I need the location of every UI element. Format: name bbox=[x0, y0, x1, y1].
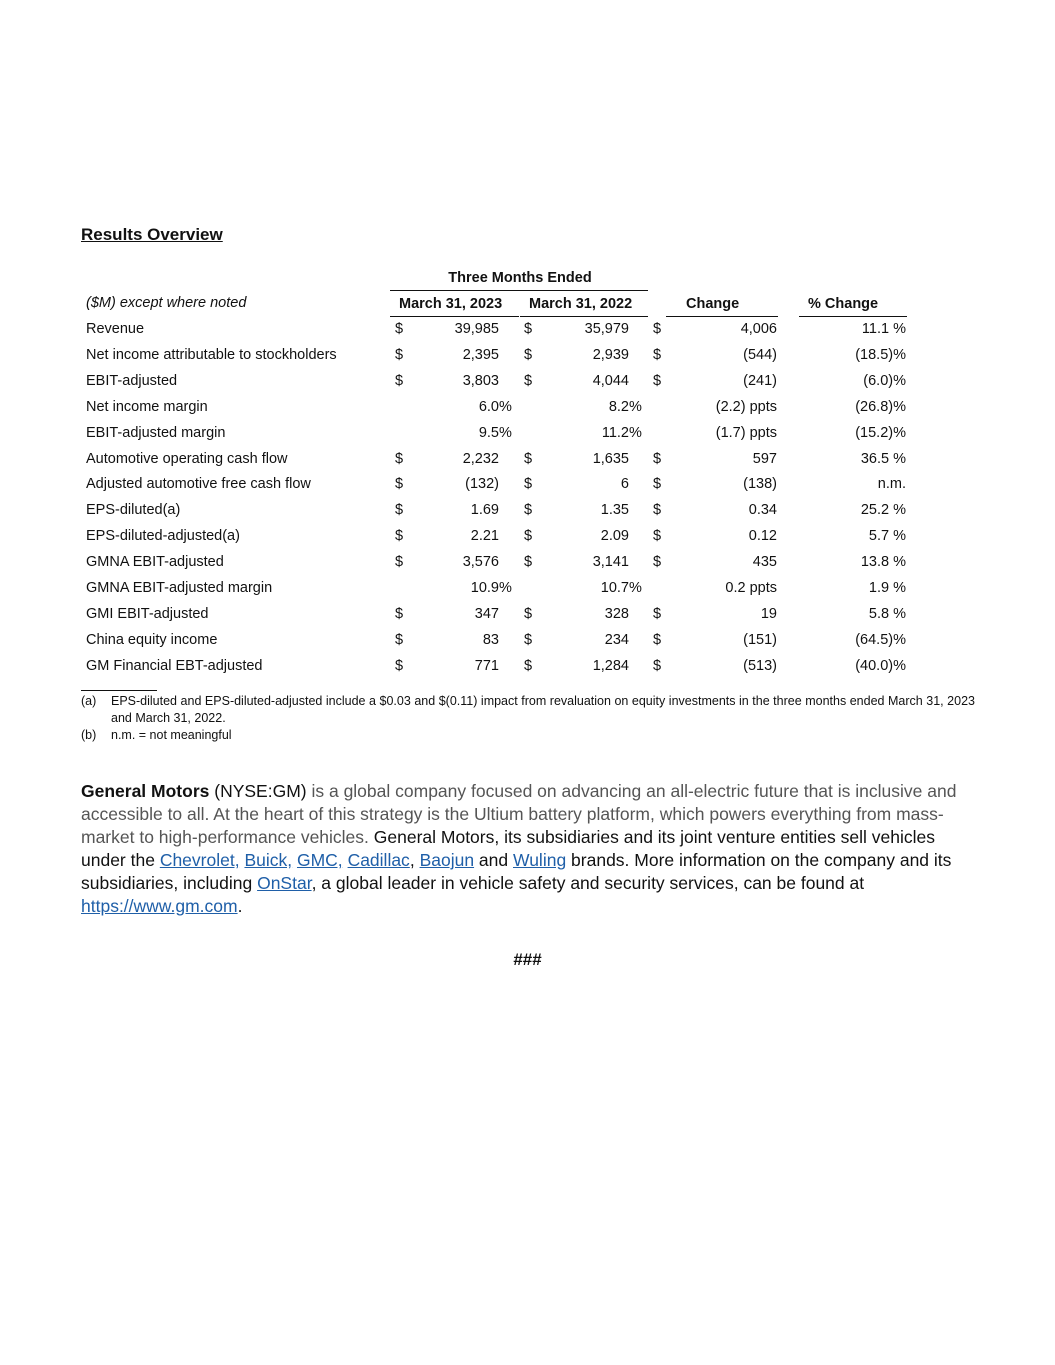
prior-dollar-sign: $ bbox=[524, 346, 533, 363]
more-info-text: brands. More information on the company and its subsidiaries, including bbox=[81, 850, 952, 893]
change-value: (513) bbox=[743, 657, 777, 674]
cur-value: 771 bbox=[474, 657, 499, 674]
group-header-underline bbox=[390, 290, 648, 291]
table-row bbox=[81, 502, 911, 528]
pct-change-value: 5.8 % bbox=[868, 605, 906, 622]
pct-change-value: n.m. bbox=[877, 476, 906, 493]
row-label: GMNA EBIT-adjusted bbox=[86, 554, 224, 571]
cur-pct-sign: % bbox=[499, 398, 512, 415]
brands-intro: General Motors, its subsidiaries and its joint venture entities sell vehicles under the bbox=[81, 827, 935, 870]
table-row bbox=[81, 451, 911, 477]
footnote-marker: (a) bbox=[81, 694, 97, 708]
table-row bbox=[81, 321, 911, 347]
table-row bbox=[81, 425, 911, 451]
change-dollar-sign: $ bbox=[653, 631, 662, 648]
col-header-current: March 31, 2023 bbox=[399, 296, 503, 312]
units-label: ($M) except where noted bbox=[86, 295, 247, 311]
end-period: . bbox=[237, 896, 243, 916]
prior-value: 2,939 bbox=[592, 346, 629, 363]
cur-dollar-sign: $ bbox=[395, 605, 404, 622]
footnotes bbox=[81, 690, 975, 744]
prior-value: 2.09 bbox=[600, 528, 629, 545]
header-underline-current bbox=[390, 316, 519, 317]
row-label: Net income margin bbox=[86, 398, 208, 415]
prior-pct-sign: % bbox=[629, 424, 642, 441]
row-label: GM Financial EBT-adjusted bbox=[86, 657, 263, 674]
pct-change-value: 5.7 % bbox=[868, 528, 906, 545]
cur-pct-sign: % bbox=[499, 580, 512, 596]
row-label: GMNA EBIT-adjusted margin bbox=[86, 580, 273, 596]
header-underline-prior bbox=[520, 316, 648, 317]
prior-pct-sign: % bbox=[629, 580, 642, 596]
row-label: China equity income bbox=[86, 631, 218, 648]
change-value: (241) bbox=[743, 372, 777, 389]
prior-value: 328 bbox=[604, 605, 629, 622]
prior-dollar-sign: $ bbox=[524, 554, 533, 571]
cur-value: 9.5 bbox=[478, 424, 499, 441]
change-dollar-sign: $ bbox=[653, 321, 662, 337]
pct-change-value: 25.2 % bbox=[860, 502, 906, 519]
col-header-prior: March 31, 2022 bbox=[529, 296, 633, 312]
pct-change-value: 13.8 % bbox=[860, 554, 906, 571]
change-dollar-sign: $ bbox=[653, 476, 662, 493]
cur-value: 2,232 bbox=[462, 450, 499, 467]
group-header: Three Months Ended bbox=[448, 270, 592, 286]
link-baojun[interactable]: Baojun bbox=[419, 850, 475, 870]
prior-value: 1,635 bbox=[592, 450, 629, 467]
prior-value: 3,141 bbox=[592, 554, 629, 571]
change-value: 597 bbox=[752, 450, 777, 467]
onstar-description: , a global leader in vehicle safety and security services, can be found at bbox=[311, 873, 865, 893]
cur-value: 6.0 bbox=[478, 398, 499, 415]
prior-dollar-sign: $ bbox=[524, 476, 533, 493]
prior-value: 1.35 bbox=[600, 502, 629, 519]
row-label: EPS-diluted-adjusted(a) bbox=[86, 528, 240, 545]
row-label: EBIT-adjusted bbox=[86, 372, 178, 389]
and-word: and bbox=[474, 850, 513, 870]
change-value: 435 bbox=[752, 554, 777, 571]
table-row bbox=[81, 658, 911, 684]
change-value: 19 bbox=[760, 605, 777, 622]
footnote-text: n.m. = not meaningful bbox=[111, 728, 232, 742]
pct-change-value: (18.5)% bbox=[855, 346, 906, 363]
prior-dollar-sign: $ bbox=[524, 321, 533, 337]
link-onstar[interactable]: OnStar bbox=[257, 873, 312, 893]
row-label: Revenue bbox=[86, 321, 145, 337]
change-value: 0.34 bbox=[748, 502, 777, 519]
row-label: Automotive operating cash flow bbox=[86, 450, 288, 467]
cur-value: 39,985 bbox=[454, 321, 499, 337]
cur-value: 10.9 bbox=[470, 580, 499, 596]
pct-change-value: 1.9 % bbox=[868, 580, 906, 596]
change-dollar-sign: $ bbox=[653, 372, 662, 389]
table-row bbox=[81, 528, 911, 554]
row-label: Net income attributable to stockholders bbox=[86, 346, 337, 363]
row-label: Adjusted automotive free cash flow bbox=[86, 476, 311, 493]
prior-value: 6 bbox=[620, 476, 629, 493]
mission-text: is a global company focused on advancing an all-electric future that is inclusive and accessible to all. At the heart of this strategy is the Ultium battery platform, which powers everything from mass-market to high-performance vehicles. bbox=[81, 781, 957, 847]
prior-dollar-sign: $ bbox=[524, 372, 533, 389]
change-dollar-sign: $ bbox=[653, 528, 662, 545]
pct-change-value: 36.5 % bbox=[860, 450, 906, 467]
prior-dollar-sign: $ bbox=[524, 631, 533, 648]
link-chevrolet[interactable]: Chevrolet, bbox=[159, 850, 240, 870]
end-mark: ### bbox=[513, 950, 542, 969]
change-dollar-sign: $ bbox=[653, 554, 662, 571]
footnote-a bbox=[81, 693, 975, 727]
footnote-text: EPS-diluted and EPS-diluted-adjusted include a $0.03 and $(0.11) impact from revaluation on equity investments in the three months ended March 31, 2023 and March 31, 2022. bbox=[111, 694, 975, 725]
table-row bbox=[81, 580, 911, 606]
header-underline-pct bbox=[799, 316, 907, 317]
header-underline-change bbox=[666, 316, 778, 317]
cur-value: (132) bbox=[465, 476, 499, 493]
pct-change-value: 11.1 % bbox=[861, 321, 906, 337]
change-dollar-sign: $ bbox=[653, 450, 662, 467]
prior-pct-sign: % bbox=[629, 398, 642, 415]
prior-value: 35,979 bbox=[584, 321, 629, 337]
cur-value: 3,803 bbox=[462, 372, 499, 389]
cur-value: 3,576 bbox=[462, 554, 499, 571]
prior-value: 4,044 bbox=[592, 372, 629, 389]
prior-dollar-sign: $ bbox=[524, 657, 533, 674]
change-dollar-sign: $ bbox=[653, 346, 662, 363]
ticker: (NYSE:GM) bbox=[209, 781, 307, 801]
pct-change-value: (6.0)% bbox=[863, 372, 906, 389]
cur-dollar-sign: $ bbox=[395, 554, 404, 571]
row-label: EPS-diluted(a) bbox=[86, 502, 181, 519]
company-name: General Motors bbox=[81, 781, 210, 801]
cur-pct-sign: % bbox=[499, 424, 512, 441]
table-row bbox=[81, 347, 911, 373]
prior-value: 11.2 bbox=[601, 424, 629, 441]
about-paragraph bbox=[81, 780, 981, 918]
cur-value: 83 bbox=[482, 631, 499, 648]
cur-value: 2,395 bbox=[462, 346, 499, 363]
row-label: GMI EBIT-adjusted bbox=[86, 605, 209, 622]
cur-dollar-sign: $ bbox=[395, 502, 404, 519]
change-dollar-sign: $ bbox=[653, 502, 662, 519]
prior-value: 234 bbox=[604, 631, 629, 648]
footnote-marker: (b) bbox=[81, 728, 97, 742]
section-title: Results Overview bbox=[81, 225, 223, 244]
change-value: 0.12 bbox=[748, 528, 777, 545]
prior-dollar-sign: $ bbox=[524, 528, 533, 545]
pct-change-value: (64.5)% bbox=[855, 631, 906, 648]
cur-value: 2.21 bbox=[470, 528, 499, 545]
table-row bbox=[81, 606, 911, 632]
table-row bbox=[81, 554, 911, 580]
change-value: (2.2) ppts bbox=[715, 398, 777, 415]
footnote-rule bbox=[81, 690, 157, 691]
prior-dollar-sign: $ bbox=[524, 502, 533, 519]
cur-dollar-sign: $ bbox=[395, 631, 404, 648]
pct-change-value: (26.8)% bbox=[855, 398, 906, 415]
footnote-b bbox=[81, 727, 975, 744]
table-row bbox=[81, 373, 911, 399]
col-header-change: Change bbox=[686, 296, 740, 312]
col-header-pct-change: % Change bbox=[808, 296, 879, 312]
cur-dollar-sign: $ bbox=[395, 476, 404, 493]
row-label: EBIT-adjusted margin bbox=[86, 424, 226, 441]
link-cadillac[interactable]: Cadillac bbox=[347, 850, 410, 870]
link-gm-website[interactable]: https://www.gm.com bbox=[81, 896, 238, 916]
cur-dollar-sign: $ bbox=[395, 372, 404, 389]
cur-dollar-sign: $ bbox=[395, 346, 404, 363]
cur-dollar-sign: $ bbox=[395, 528, 404, 545]
prior-value: 10.7 bbox=[600, 580, 629, 596]
cur-dollar-sign: $ bbox=[395, 657, 404, 674]
prior-value: 1,284 bbox=[592, 657, 629, 674]
pct-change-value: (40.0)% bbox=[855, 657, 906, 674]
prior-value: 8.2 bbox=[608, 398, 629, 415]
change-value: (138) bbox=[743, 476, 777, 493]
change-value: 0.2 ppts bbox=[725, 580, 777, 596]
pct-change-value: (15.2)% bbox=[855, 424, 906, 441]
table-row bbox=[81, 632, 911, 658]
table-row bbox=[81, 399, 911, 425]
link-buick[interactable]: Buick, bbox=[244, 850, 293, 870]
change-value: (1.7) ppts bbox=[715, 424, 777, 441]
link-wuling[interactable]: Wuling bbox=[513, 850, 567, 870]
change-value: (544) bbox=[743, 346, 777, 363]
change-dollar-sign: $ bbox=[653, 657, 662, 674]
cur-dollar-sign: $ bbox=[395, 321, 404, 337]
change-dollar-sign: $ bbox=[653, 605, 662, 622]
comma-separator: , bbox=[409, 850, 415, 870]
cur-dollar-sign: $ bbox=[395, 450, 404, 467]
prior-dollar-sign: $ bbox=[524, 450, 533, 467]
cur-value: 1.69 bbox=[470, 502, 499, 519]
change-value: (151) bbox=[743, 631, 777, 648]
change-value: 4,006 bbox=[740, 321, 777, 337]
prior-dollar-sign: $ bbox=[524, 605, 533, 622]
table-row bbox=[81, 476, 911, 502]
link-gmc[interactable]: GMC, bbox=[296, 850, 343, 870]
cur-value: 347 bbox=[474, 605, 499, 622]
